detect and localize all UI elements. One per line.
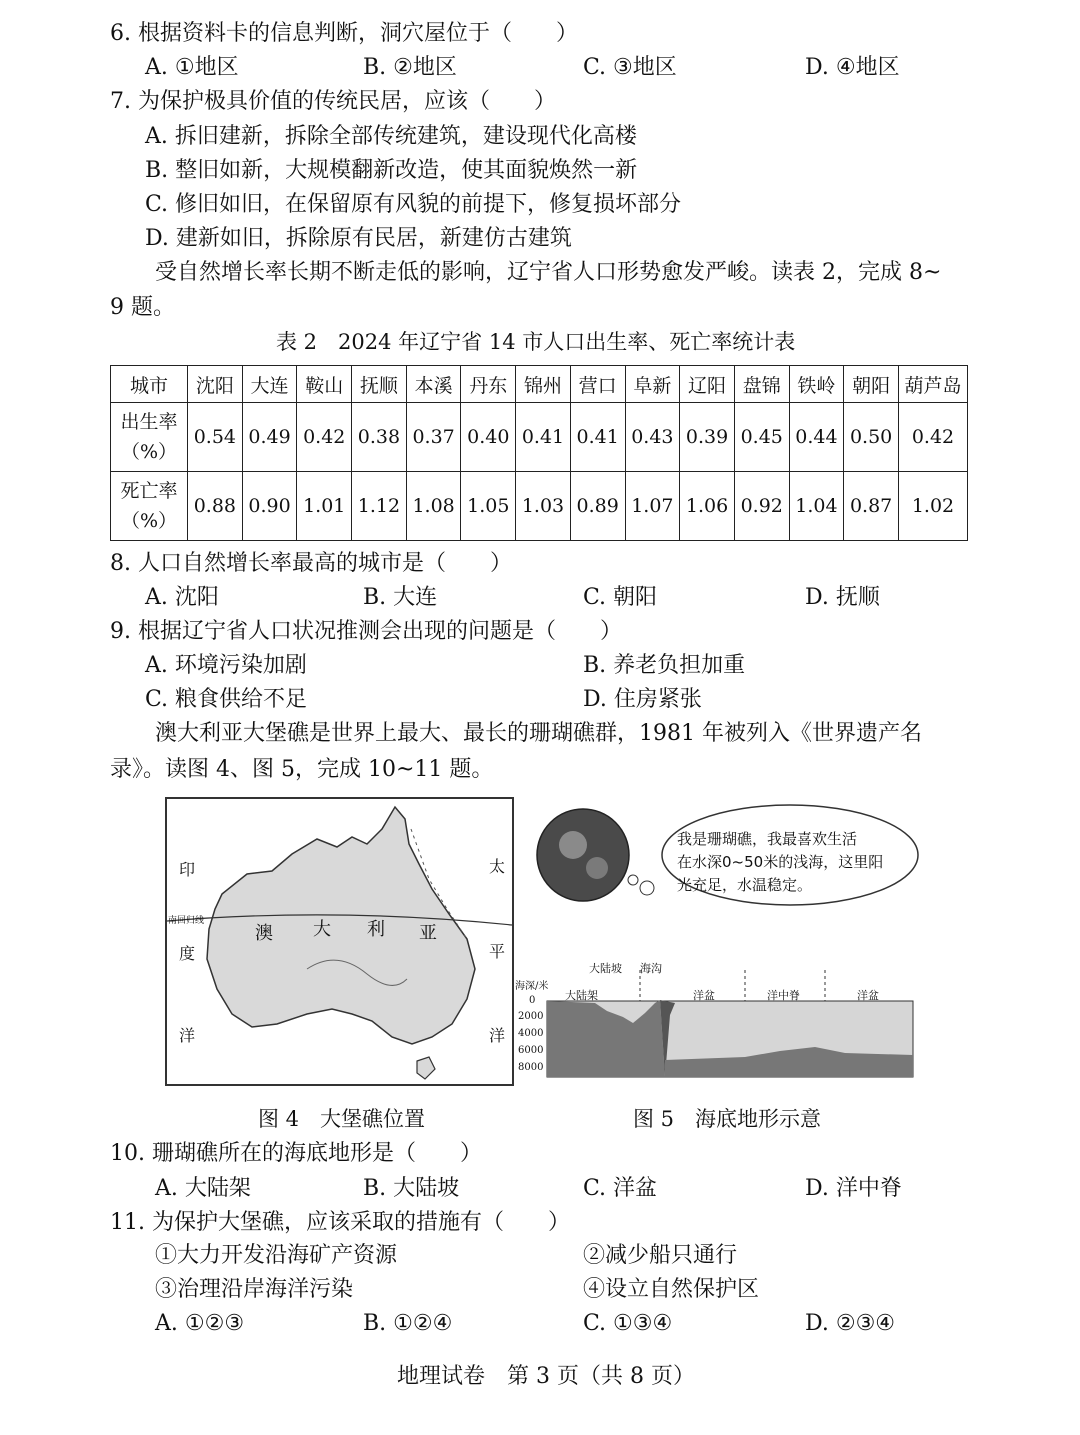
city-cell: 阜新: [625, 366, 680, 403]
q11-item-2: ②减少船只通行: [583, 1243, 738, 1268]
speech-line: 我是珊瑚礁，我最喜欢生活: [677, 830, 858, 848]
q7-option-a[interactable]: A. 拆旧建新，拆除全部传统建筑，建设现代化高楼: [145, 124, 637, 149]
city-cell: 抚顺: [352, 366, 407, 403]
question-10-stem: 10. 珊瑚礁所在的海底地形是（ ）: [110, 1141, 482, 1166]
depth-tick: 8000: [518, 1062, 544, 1073]
figure-4-caption: 图 4 大堡礁位置: [258, 1107, 426, 1131]
table-header-row: [111, 366, 968, 403]
city-cell: 大连: [242, 366, 297, 403]
intro-paragraph-2-line2: 9 题。: [110, 295, 175, 320]
label-tropic: 南回归线: [168, 916, 205, 926]
figure-5-ocean-section: [515, 955, 915, 1080]
coral-highlight: [559, 831, 587, 859]
death-cell: 1.12: [352, 472, 407, 541]
q10-option-d[interactable]: D. 洋中脊: [805, 1176, 902, 1201]
q6-option-b[interactable]: B. ②地区: [363, 55, 457, 80]
label-country-3: 利: [367, 919, 385, 940]
figure-4-map: [165, 797, 514, 1086]
question-11-stem: 11. 为保护大堡礁，应该采取的措施有（ ）: [110, 1210, 570, 1235]
death-label-text: 死亡率: [120, 480, 178, 502]
depth-tick: 2000: [518, 1011, 544, 1022]
death-cell: 1.02: [899, 472, 968, 541]
city-cell: 鞍山: [297, 366, 352, 403]
header-cell-city: 城市: [111, 366, 188, 403]
city-cell: 葫芦岛: [899, 366, 968, 403]
label-country-1: 澳: [255, 923, 273, 944]
q9-option-d[interactable]: D. 住房紧张: [583, 687, 702, 712]
table-2-title: 表 2 2024 年辽宁省 14 市人口出生率、死亡率统计表: [276, 330, 796, 354]
q11-item-1: ①大力开发沿海矿产资源: [155, 1243, 398, 1268]
page-footer: 地理试卷 第 3 页（共 8 页）: [397, 1364, 695, 1389]
speech-line: 在水深0~50米的浅海，这里阳: [677, 853, 884, 871]
birth-rate-label: [111, 403, 188, 472]
q6-option-a[interactable]: A. ①地区: [145, 55, 239, 80]
continental-shelf-slope: [547, 1000, 665, 1077]
death-rate-label: [111, 472, 188, 541]
label-yang: 洋: [179, 1026, 196, 1045]
zone-continental-slope: 大陆坡: [589, 962, 622, 975]
speech-line: 光充足，水温稳定。: [677, 876, 813, 894]
birth-cell: 0.38: [352, 403, 407, 472]
intro-paragraph-3-line1: 澳大利亚大堡礁是世界上最大、最长的珊瑚礁群，1981 年被列入《世界遗产名: [155, 721, 922, 746]
birth-cell: 0.40: [461, 403, 516, 472]
q11-item-4: ④设立自然保护区: [583, 1277, 760, 1302]
speech-text: [677, 828, 883, 897]
q11-item-3: ③治理沿岸海洋污染: [155, 1277, 354, 1302]
birth-rate-row: [111, 403, 968, 472]
population-table: [110, 365, 968, 541]
city-cell: 沈阳: [188, 366, 243, 403]
q10-option-c[interactable]: C. 洋盆: [583, 1176, 658, 1201]
birth-cell: 0.37: [406, 403, 461, 472]
city-cell: 锦州: [516, 366, 571, 403]
seafloor-profile: [515, 955, 915, 1080]
death-cell: 0.87: [844, 472, 899, 541]
birth-cell: 0.43: [625, 403, 680, 472]
birth-label-unit: （%）: [120, 441, 178, 463]
city-cell: 本溪: [406, 366, 461, 403]
zone-continental-shelf: 大陆架: [565, 989, 598, 1002]
label-tai: 太: [489, 857, 506, 876]
city-cell: 朝阳: [844, 366, 899, 403]
q7-option-b[interactable]: B. 整旧如新，大规模翻新改造，使其面貌焕然一新: [145, 158, 638, 183]
depth-tick: 4000: [518, 1028, 544, 1039]
question-8-stem: 8. 人口自然增长率最高的城市是（ ）: [110, 551, 512, 576]
death-cell: 1.07: [625, 472, 680, 541]
city-cell: 丹东: [461, 366, 516, 403]
city-cell: 辽阳: [680, 366, 735, 403]
question-9-stem: 9. 根据辽宁省人口状况推测会出现的问题是（ ）: [110, 619, 622, 644]
death-cell: 0.89: [570, 472, 625, 541]
q10-option-a[interactable]: A. 大陆架: [155, 1176, 251, 1201]
depth-tick: 6000: [518, 1045, 544, 1056]
zone-ocean-basin-2: 洋盆: [857, 989, 879, 1002]
q11-option-b[interactable]: B. ①②④: [363, 1311, 453, 1336]
q6-option-d[interactable]: D. ④地区: [805, 55, 900, 80]
birth-cell: 0.39: [680, 403, 735, 472]
australia-map-graphic: [167, 799, 512, 1084]
death-cell: 0.88: [188, 472, 243, 541]
death-cell: 1.05: [461, 472, 516, 541]
q8-option-a[interactable]: A. 沈阳: [145, 585, 219, 610]
coral-globe: [537, 809, 629, 901]
depth-tick: 0: [529, 995, 536, 1006]
figure-5-caption: 图 5 海底地形示意: [633, 1107, 822, 1131]
zone-mid-ocean-ridge: 洋中脊: [767, 989, 800, 1002]
figure-5-speech-area: [535, 800, 920, 920]
death-cell: 1.04: [789, 472, 844, 541]
death-cell: 1.01: [297, 472, 352, 541]
city-cell: 营口: [570, 366, 625, 403]
label-du: 度: [179, 944, 196, 963]
birth-cell: 0.49: [242, 403, 297, 472]
death-cell: 1.03: [516, 472, 571, 541]
thought-dot: [640, 881, 654, 895]
death-cell: 1.08: [406, 472, 461, 541]
label-ping: 平: [489, 942, 506, 961]
label-yang-2: 洋: [489, 1026, 506, 1045]
question-7-stem: 7. 为保护极具价值的传统民居，应该（ ）: [110, 89, 556, 114]
city-cell: 盘锦: [734, 366, 789, 403]
birth-cell: 0.50: [844, 403, 899, 472]
q8-option-c[interactable]: C. 朝阳: [583, 585, 658, 610]
zone-ocean-basin: 洋盆: [693, 989, 715, 1002]
death-label-unit: （%）: [120, 510, 178, 532]
death-rate-row: [111, 472, 968, 541]
label-country-2: 大: [313, 919, 331, 940]
q7-option-c[interactable]: C. 修旧如旧，在保留原有风貌的前提下，修复损坏部分: [145, 192, 682, 217]
q6-option-c[interactable]: C. ③地区: [583, 55, 677, 80]
birth-cell: 0.44: [789, 403, 844, 472]
q9-option-c[interactable]: C. 粮食供给不足: [145, 687, 308, 712]
death-cell: 0.92: [734, 472, 789, 541]
q10-option-b[interactable]: B. 大陆坡: [363, 1176, 460, 1201]
tasmania: [417, 1057, 435, 1079]
birth-label-text: 出生率: [120, 411, 178, 433]
death-cell: 1.06: [680, 472, 735, 541]
depth-unit: 海深/米: [515, 981, 549, 992]
q11-option-c[interactable]: C. ①③④: [583, 1311, 673, 1336]
thought-dot: [628, 875, 638, 885]
birth-cell: 0.54: [188, 403, 243, 472]
label-yin: 印: [179, 860, 196, 879]
birth-cell: 0.42: [899, 403, 968, 472]
intro-paragraph-2-line1: 受自然增长率长期不断走低的影响，辽宁省人口形势愈发严峻。读表 2，完成 8~: [155, 260, 942, 285]
question-6-stem: 6. 根据资料卡的信息判断，洞穴屋位于（ ）: [110, 21, 578, 46]
birth-cell: 0.45: [734, 403, 789, 472]
city-cell: 铁岭: [789, 366, 844, 403]
q9-option-a[interactable]: A. 环境污染加剧: [145, 653, 307, 678]
q7-option-d[interactable]: D. 建新如旧，拆除原有民居，新建仿古建筑: [145, 226, 572, 251]
death-cell: 0.90: [242, 472, 297, 541]
q9-option-b[interactable]: B. 养老负担加重: [583, 653, 746, 678]
q11-option-d[interactable]: D. ②③④: [805, 1311, 896, 1336]
birth-cell: 0.42: [297, 403, 352, 472]
birth-cell: 0.41: [570, 403, 625, 472]
q11-option-a[interactable]: A. ①②③: [155, 1311, 245, 1336]
q8-option-d[interactable]: D. 抚顺: [805, 585, 880, 610]
coral-highlight-2: [586, 857, 608, 879]
intro-paragraph-3-line2: 录》。读图 4、图 5，完成 10~11 题。: [110, 757, 494, 782]
label-country-4: 亚: [419, 923, 437, 944]
q8-option-b[interactable]: B. 大连: [363, 585, 438, 610]
birth-cell: 0.41: [516, 403, 571, 472]
zone-trench: 海沟: [640, 962, 662, 975]
